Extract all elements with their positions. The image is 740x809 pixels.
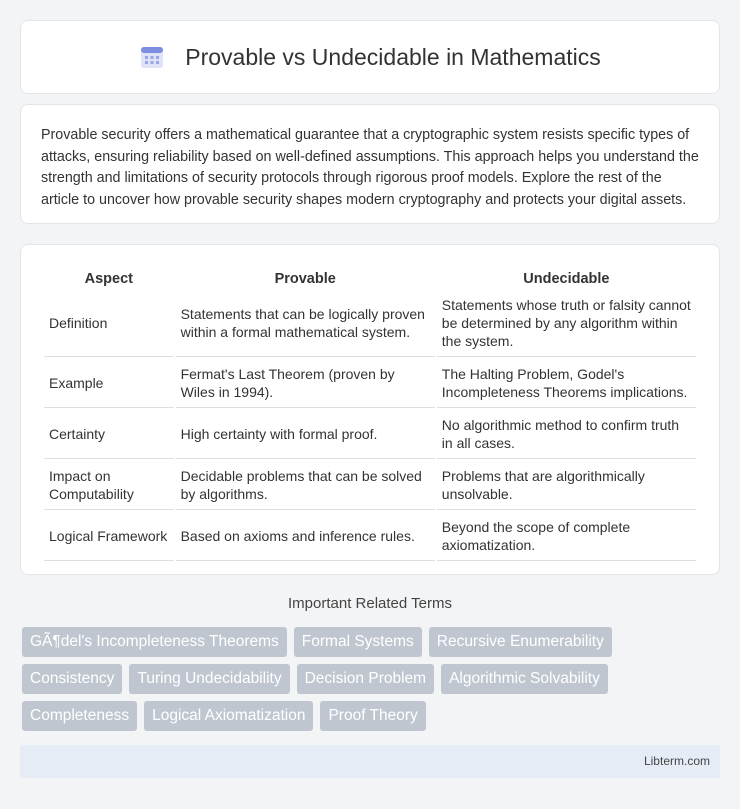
tag-decision-problem[interactable]: Decision Problem [297,664,434,694]
table-cell: Decidable problems that can be solved by algorithms. [176,461,435,510]
tag-row [22,664,722,694]
intro-text: Provable security offers a mathematical guarantee that a cryptographic system resists specific types of attacks, ensuring reliability based on well-defined assumptions. This approach helps you understand the strength and limitations of security protocols through rigorous proof models. Explore the rest of the article to uncover how provable security shapes modern cryptography and protects your digital assets. [41,127,699,208]
table-cell: Certainty [44,410,174,459]
comparison-table [42,261,698,563]
tag-recursive-enumerability[interactable]: Recursive Enumerability [429,627,612,657]
table-row [44,410,696,459]
tag-consistency[interactable]: Consistency [22,664,122,694]
table-cell: Example [44,359,174,408]
tag-formal-systems[interactable]: Formal Systems [294,627,422,657]
table-row [44,512,696,561]
header-undecidable: Undecidable [523,271,610,287]
comparison-card [20,244,720,575]
table-cell: Beyond the scope of complete axiomatization. [437,512,696,561]
table-cell: Problems that are algorithmically unsolvable. [437,461,696,510]
tag-row [22,627,722,657]
intro-card [20,104,720,224]
table-cell: The Halting Problem, Godel's Incompleteness Theorems implications. [437,359,696,408]
table-cell: Definition [44,290,174,357]
footer-site-link[interactable]: Libterm.com [643,754,710,768]
table-cell: Logical Framework [44,512,174,561]
table-row [44,290,696,357]
table-cell: Based on axioms and inference rules. [176,512,435,561]
table-cell: Fermat's Last Theorem (proven by Wiles in 1994). [176,359,435,408]
table-row [44,461,696,510]
related-terms [22,627,722,738]
related-terms-title: Important Related Terms [288,595,452,612]
table-header-row [44,263,696,288]
tag-algorithmic-solvability[interactable]: Algorithmic Solvability [441,664,608,694]
tag-turing-undecidability[interactable]: Turing Undecidability [129,664,289,694]
tag-logical-axiomatization[interactable]: Logical Axiomatization [144,701,313,731]
tag-godel-incompleteness[interactable]: GÃ¶del's Incompleteness Theorems [22,627,287,657]
table-cell: High certainty with formal proof. [176,410,435,459]
table-row [44,359,696,408]
header-provable: Provable [274,271,336,287]
page-title: Provable vs Undecidable in Mathematics [185,43,601,70]
title-card [20,20,720,94]
header-aspect: Aspect [84,271,133,287]
tag-proof-theory[interactable]: Proof Theory [320,701,425,731]
table-cell: No algorithmic method to confirm truth in all cases. [437,410,696,459]
table-cell: Statements that can be logically proven within a formal mathematical system. [176,290,435,357]
table-cell: Impact on Computability [44,461,174,510]
calendar-icon [139,44,165,70]
footer [20,745,720,778]
tag-row [22,701,722,731]
table-cell: Statements whose truth or falsity cannot be determined by any algorithm within the system. [437,290,696,357]
tag-completeness[interactable]: Completeness [22,701,137,731]
